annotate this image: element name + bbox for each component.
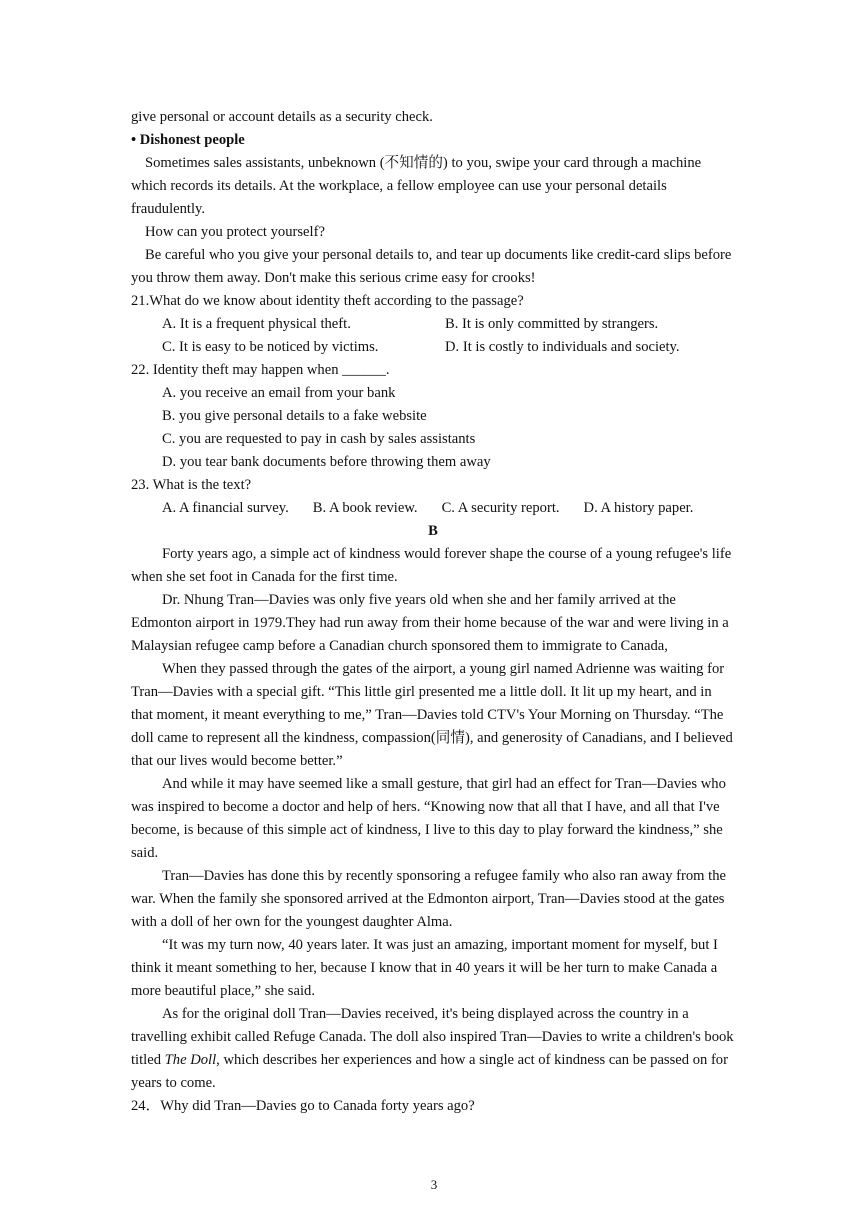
option-d: D. you tear bank documents before throwing them away bbox=[162, 454, 491, 470]
paragraph: “It was my turn now, 40 years later. It was just an amazing, important moment for myself, but I think it meant something to her, because I know that in 40 years it will be her turn to make Canada a more beautiful place,” she said. bbox=[131, 937, 722, 999]
question-24-stem: 24．Why did Tran—Davies go to Canada forty years ago? bbox=[131, 1098, 475, 1114]
question-23-options-row bbox=[131, 497, 735, 520]
option-c: C. you are requested to pay in cash by sales assistants bbox=[162, 431, 476, 447]
question-22-stem: 22. Identity theft may happen when ______. bbox=[131, 362, 390, 378]
paragraph: And while it may have seemed like a small gesture, that girl had an effect for Tran—Davies who was inspired to become a doctor and help of hers. “Knowing now that all that I have, and all that I've become, is because of this simple act of kindness, I live to this day to play forward the kindness,” she said. bbox=[131, 776, 730, 861]
option-b: B. It is only committed by strangers. bbox=[445, 316, 659, 332]
paragraph: Be careful who you give your personal details to, and tear up documents like credit-card slips before you throw them away. Don't make this serious crime easy for crooks! bbox=[131, 247, 736, 286]
paragraph-text: As for the original doll Tran—Davies received, it's being displayed across the country in a travelling exhibit called Refuge Canada. The doll also inspired Tran—Davies to write a children's book titled bbox=[131, 1006, 738, 1068]
paragraph: Tran—Davies has done this by recently sponsoring a refugee family who also ran away from the war. When the family she sponsored arrived at the Edmonton airport, Tran—Davies stood at the gates with a doll of her own for the youngest daughter Alma. bbox=[131, 868, 730, 930]
page-number: 3 bbox=[430, 1177, 438, 1192]
option-a: A. you receive an email from your bank bbox=[162, 385, 396, 401]
option-c: C. It is easy to be noticed by victims. bbox=[162, 339, 379, 355]
text-line: give personal or account details as a security check. bbox=[131, 109, 433, 125]
question-23-stem: 23. What is the text? bbox=[131, 477, 252, 493]
option-d: D. A history paper. bbox=[583, 500, 694, 516]
paragraph: Forty years ago, a simple act of kindness would forever shape the course of a young refugee's life when she set foot in Canada for the first time. bbox=[131, 546, 735, 585]
section-b-heading: B bbox=[428, 523, 438, 539]
paragraph bbox=[131, 1003, 738, 1095]
option-a: A. A financial survey. bbox=[162, 500, 289, 516]
question-21-options-row-1 bbox=[131, 313, 735, 336]
paragraph: When they passed through the gates of the airport, a young girl named Adrienne was waiting for Tran—Davies with a special gift. “This little girl presented me a little doll. It lit up my heart, and in that moment, it meant everything to me,” Tran—Davies told CTV's Your Morning on Thursday. “The doll came to represent all the kindness, compassion(同情), and generosity of Canadians, and I believed that our lives would become better.” bbox=[131, 661, 737, 769]
paragraph: Dr. Nhung Tran—Davies was only five years old when she and her family arrived at the Edmonton airport in 1979.They had run away from their home because of the war and were living in a Malaysian refugee camp before a Canadian church sponsored them to immigrate to Canada, bbox=[131, 592, 733, 654]
question-21-stem: 21.What do we know about identity theft according to the passage? bbox=[131, 293, 524, 309]
question-21-options-row-2 bbox=[131, 336, 735, 359]
option-a: A. It is a frequent physical theft. bbox=[162, 316, 351, 332]
section-heading: • Dishonest people bbox=[131, 132, 245, 148]
option-b: B. A book review. bbox=[312, 500, 418, 516]
paragraph: Sometimes sales assistants, unbeknown (不知情的) to you, swipe your card through a machine which records its details. At the workplace, a fellow employee can use your personal details fraudulently. bbox=[131, 155, 705, 217]
option-b: B. you give personal details to a fake website bbox=[162, 408, 427, 424]
page-body bbox=[131, 106, 738, 1118]
book-title: The Doll bbox=[164, 1052, 217, 1068]
paragraph-text: , which describes her experiences and how a single act of kindness can be passed on for years to come. bbox=[131, 1052, 732, 1091]
paragraph: How can you protect yourself? bbox=[145, 224, 325, 240]
option-c: C. A security report. bbox=[441, 500, 560, 516]
option-d: D. It is costly to individuals and society. bbox=[445, 339, 680, 355]
